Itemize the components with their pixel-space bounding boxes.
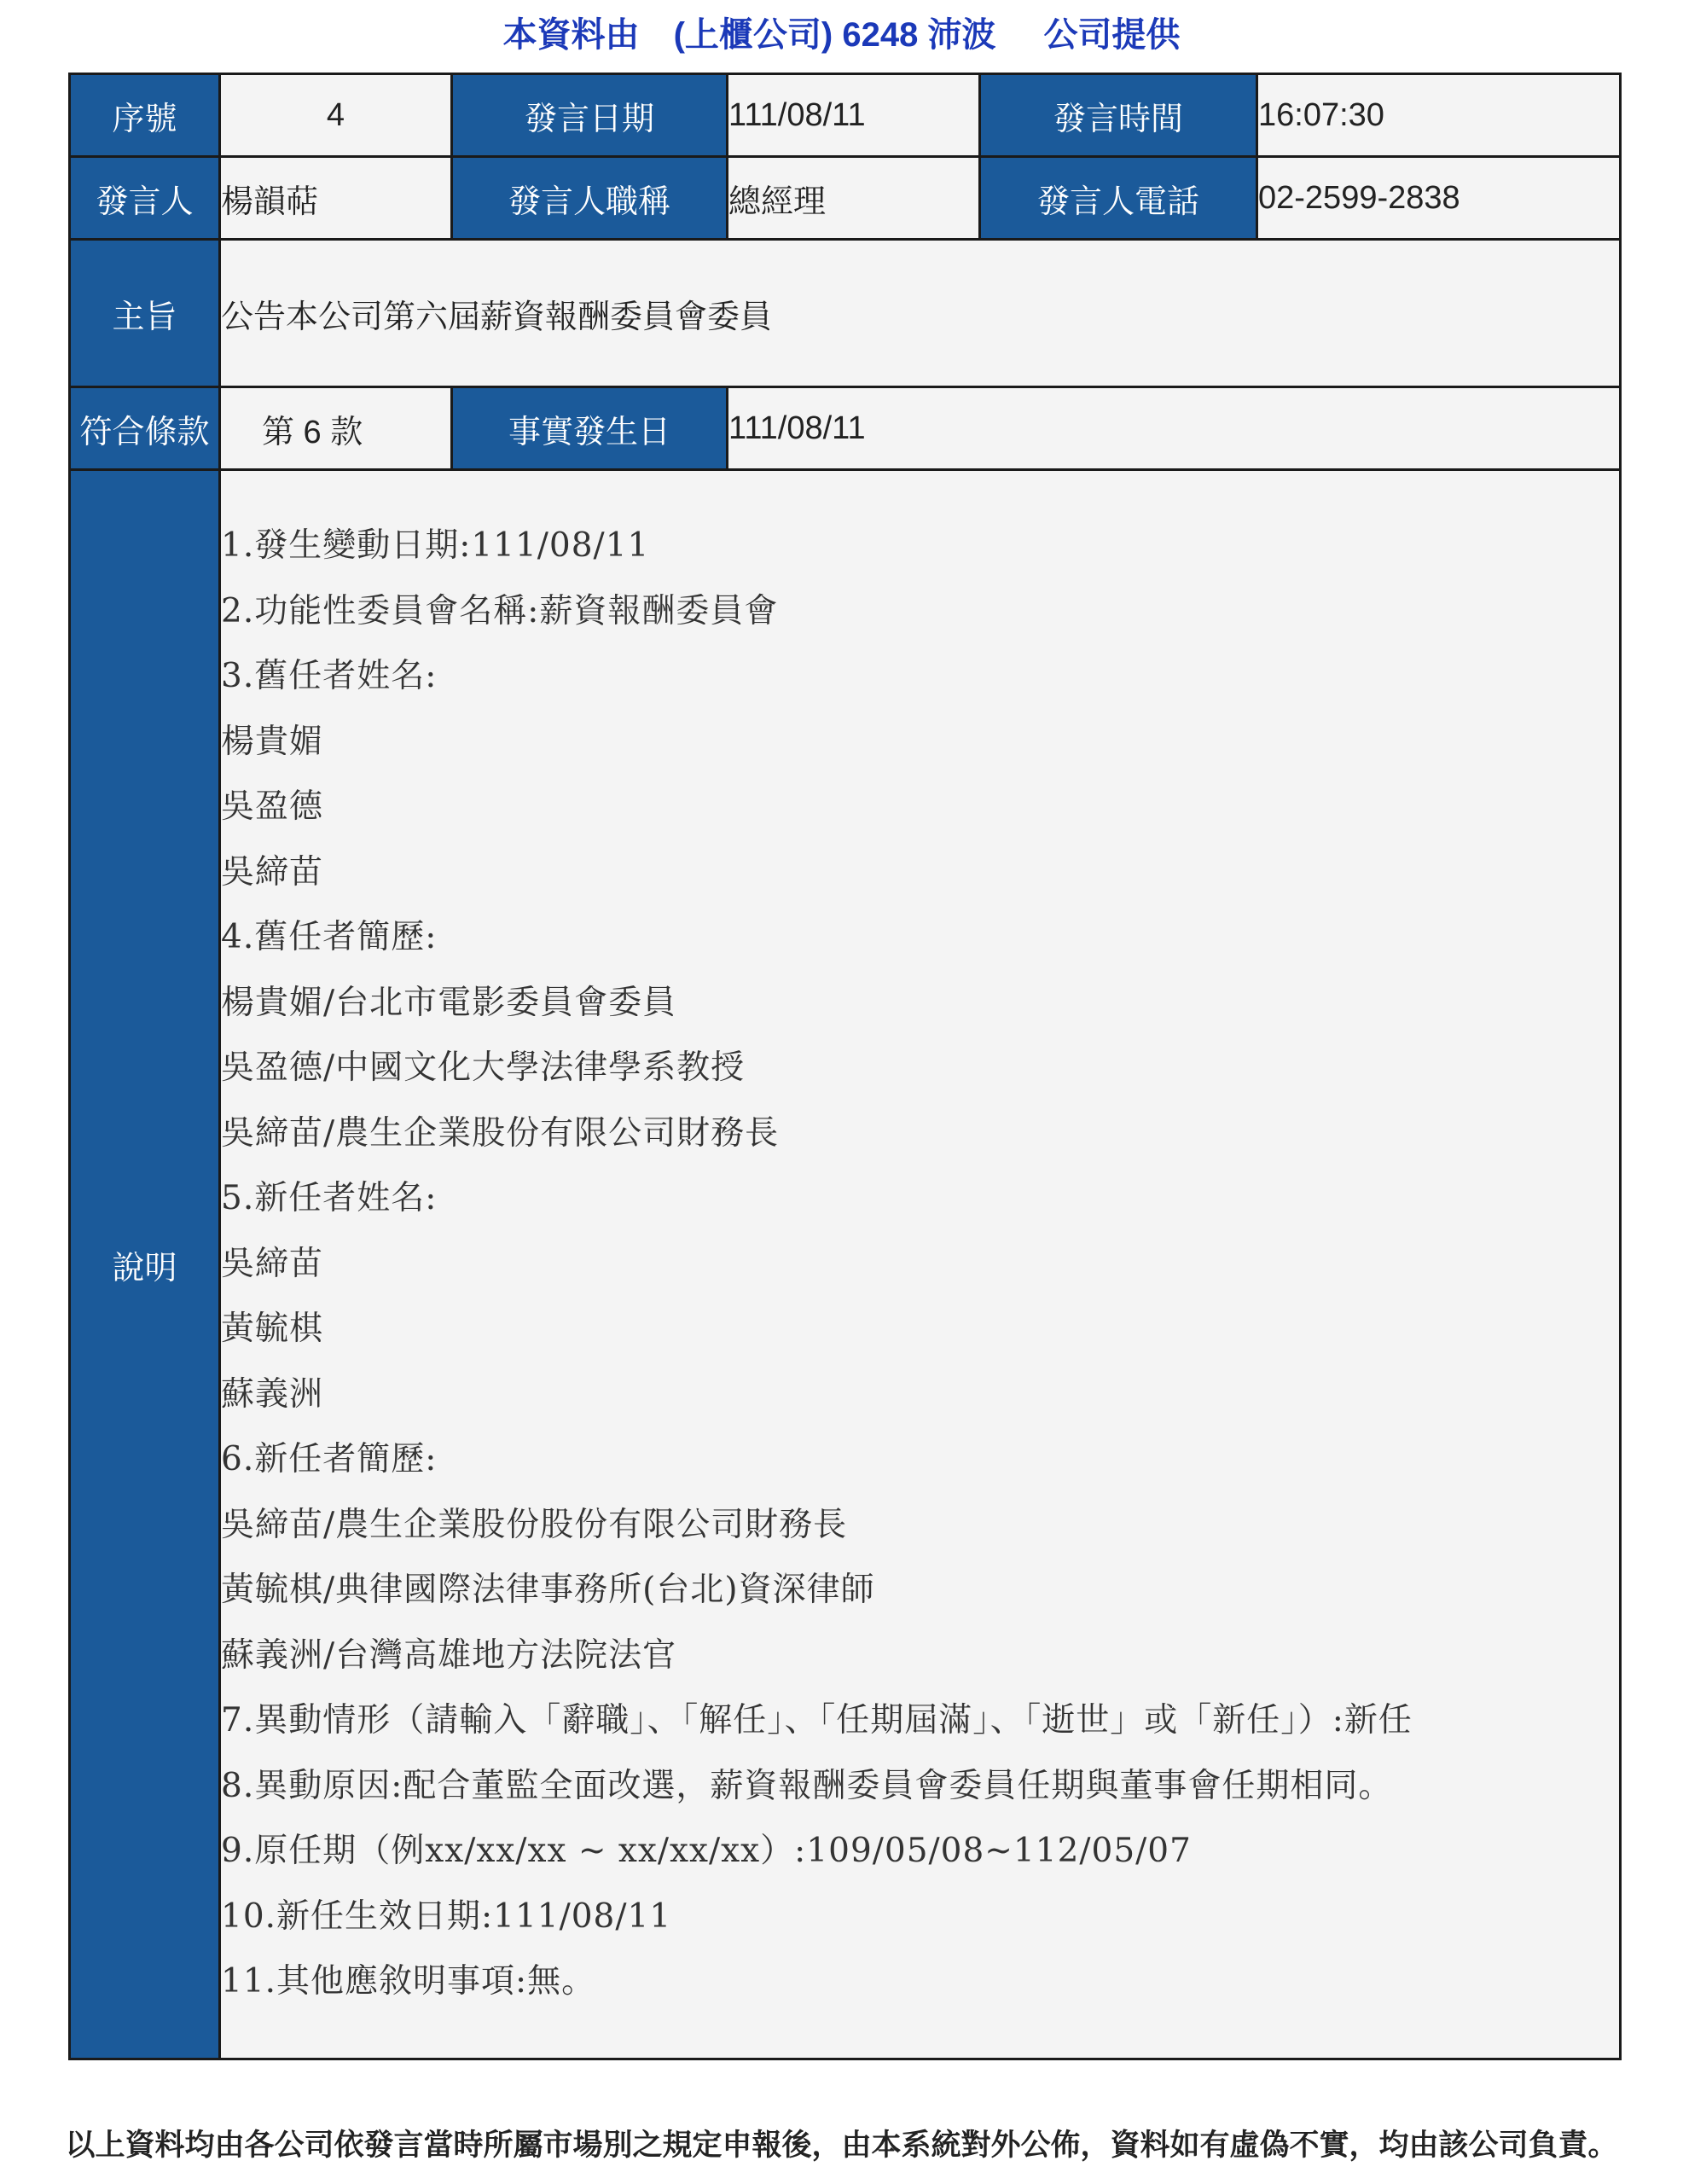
announcement-table: [68, 73, 1622, 2060]
fact-date-value: 111/08/11: [728, 387, 1621, 470]
description-line: 1.發生變動日期:111/08/11: [221, 526, 650, 566]
clause-value: 第 6 款: [220, 387, 452, 470]
time-label: 發言時間: [980, 74, 1257, 157]
speaker-phone-value: 02-2599-2838: [1257, 157, 1621, 240]
seq-label: 序號: [70, 74, 220, 157]
row-subject: [70, 240, 1621, 387]
description-line: 11.其他應敘明事項:無。: [221, 1962, 596, 2001]
row-seq-date-time: [70, 74, 1621, 157]
date-label: 發言日期: [452, 74, 728, 157]
row-speaker: [70, 157, 1621, 240]
speaker-title-label: 發言人職稱: [452, 157, 728, 240]
header-suffix: 公司提供: [1043, 16, 1181, 54]
header-code: 6248: [842, 16, 919, 54]
description-line: 吳締苗/農生企業股份股份有限公司財務長: [221, 1505, 848, 1544]
description-line: 蘇義洲/台灣高雄地方法院法官: [221, 1635, 677, 1675]
description-line: 2.功能性委員會名稱:薪資報酬委員會: [221, 591, 779, 630]
subject-label: 主旨: [70, 240, 220, 387]
description-label: 說明: [70, 470, 220, 2059]
description-line: 8.異動原因:配合董監全面改選，薪資報酬委員會委員任期與董事會任期相同。: [221, 1766, 1393, 1805]
description-line: 5.新任者姓名:: [221, 1179, 438, 1218]
description-line: 黃毓棋/典律國際法律事務所(台北)資深律師: [221, 1571, 875, 1610]
speaker-value: 楊韻萜: [220, 157, 452, 240]
clause-label: 符合條款: [70, 387, 220, 470]
description-line: 7.異動情形（請輸入「辭職」、「解任」、「任期屆滿」、「逝世」或「新任」）:新任: [221, 1701, 1413, 1740]
speaker-phone-label: 發言人電話: [980, 157, 1257, 240]
description-line: 10.新任生效日期:111/08/11: [221, 1896, 672, 1936]
description-line: 吳盈德/中國文化大學法律學系教授: [221, 1048, 746, 1088]
description-line: 蘇義洲: [221, 1374, 324, 1414]
header-prefix: 本資料由: [502, 16, 640, 54]
subject-value: 公告本公司第六屆薪資報酬委員會委員: [220, 240, 1621, 387]
disclaimer-footer: 以上資料均由各公司依發言當時所屬市場別之規定申報後，由本系統對外公佈，資料如有虛偽不實，均由該公司負責。: [65, 2129, 1618, 2162]
description-body: [220, 470, 1621, 2059]
row-description: [70, 470, 1621, 2059]
seq-value: 4: [220, 74, 452, 157]
description-line: 楊貴媚: [221, 722, 324, 761]
description-line: 吳締苗: [221, 1244, 324, 1283]
description-line: 楊貴媚/台北市電影委員會委員: [221, 983, 677, 1022]
row-clause: [70, 387, 1621, 470]
speaker-label: 發言人: [70, 157, 220, 240]
speaker-title-value: 總經理: [728, 157, 980, 240]
source-header: [0, 5, 1683, 65]
header-company: 沛波: [927, 16, 996, 54]
date-value: 111/08/11: [728, 74, 980, 157]
fact-date-label: 事實發生日: [452, 387, 728, 470]
description-line: 吳締苗: [221, 852, 324, 892]
description-line: 6.新任者簡歷:: [221, 1440, 438, 1479]
description-line: 3.舊任者姓名:: [221, 657, 438, 696]
description-line: 9.原任期（例xx/xx/xx ~ xx/xx/xx）:109/05/08~112/05/07: [221, 1832, 1192, 1871]
time-value: 16:07:30: [1257, 74, 1621, 157]
description-line: 黃毓棋: [221, 1310, 324, 1349]
description-line: 吳盈德: [221, 787, 324, 827]
description-line: 4.舊任者簡歷:: [221, 918, 438, 957]
header-market: (上櫃公司): [673, 16, 833, 54]
description-line: 吳締苗/農生企業股份有限公司財務長: [221, 1113, 780, 1153]
